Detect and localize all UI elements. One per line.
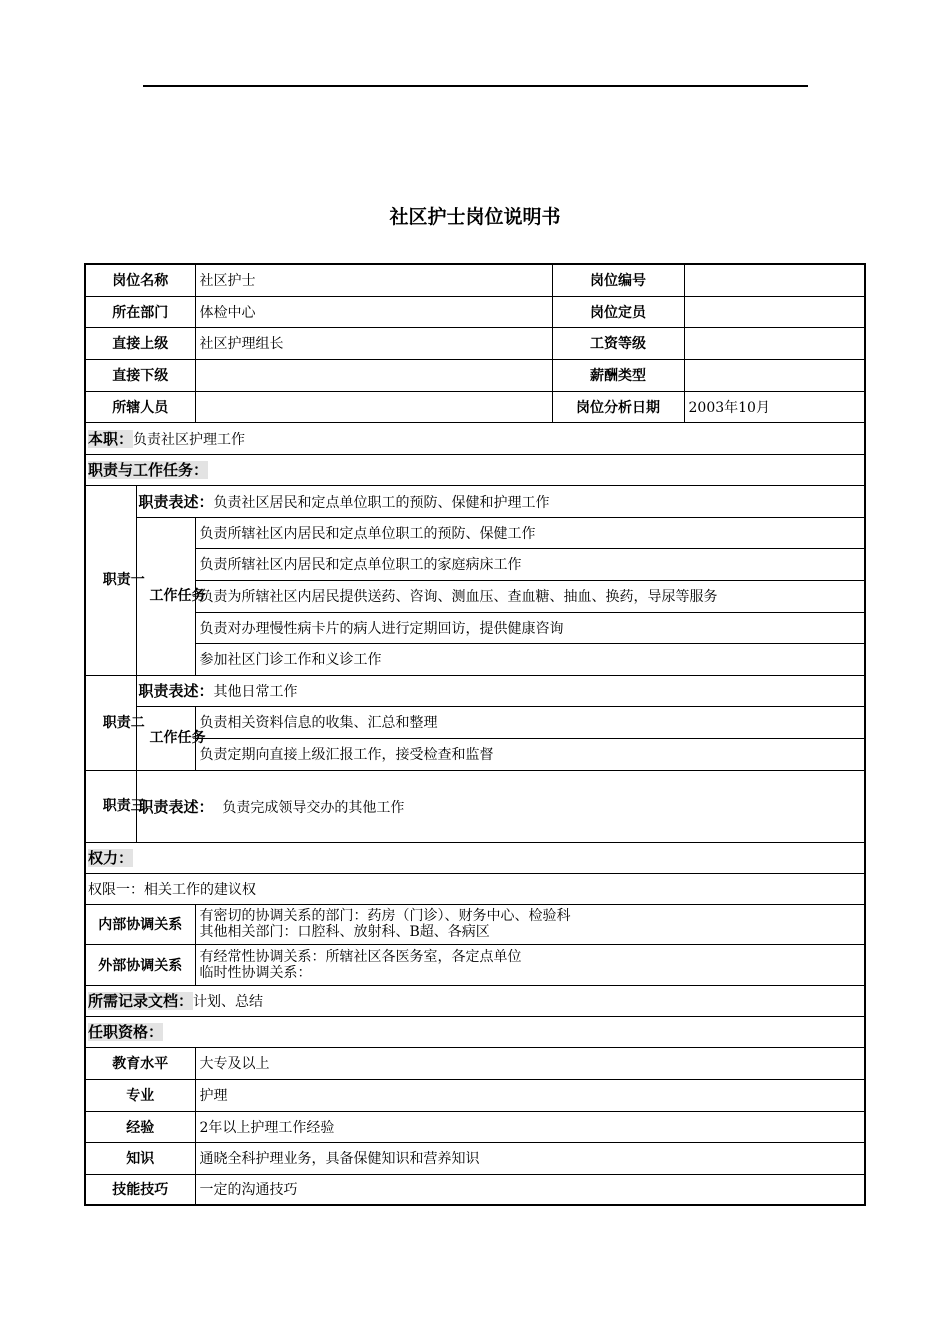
row-duties-header	[85, 454, 865, 485]
duty3-row	[85, 770, 865, 842]
duty1-task-4: 负责对办理慢性病卡片的病人进行定期回访，提供健康咨询	[195, 612, 865, 643]
analysis-date-label: 岗位分析日期	[552, 391, 684, 422]
row-power-header	[85, 842, 865, 873]
subordinate-label: 直接下级	[85, 359, 195, 391]
external-coordination-label: 外部协调关系	[85, 944, 195, 985]
duty2-desc-label: 职责表述：	[138, 682, 214, 700]
document-title: 社区护士岗位说明书	[389, 206, 561, 228]
row-superior	[85, 327, 865, 359]
duty3-label-text: 职责三	[102, 798, 145, 814]
internal-coordination-line2: 其他相关部门：口腔科、放射科、B超、各病区	[199, 924, 490, 940]
superior-label: 直接上级	[85, 327, 195, 359]
qualification-row	[85, 1142, 865, 1174]
records-text: 计划、总结	[193, 994, 264, 1010]
duty3-desc-text: 负责完成领导交办的其他工作	[222, 799, 405, 816]
row-qualifications-header	[85, 1016, 865, 1047]
position-name-label: 岗位名称	[85, 264, 195, 296]
department-label: 所在部门	[85, 296, 195, 327]
duty1-task-label	[136, 517, 206, 675]
row-subordinate	[85, 359, 865, 391]
row-staff	[85, 391, 865, 422]
qualification-label: 知识	[85, 1142, 195, 1174]
duty1-desc-label: 职责表述：	[138, 492, 214, 511]
analysis-date-value: 2003年10月	[684, 391, 865, 422]
qualification-value: 护理	[195, 1079, 865, 1111]
qualification-row	[85, 1079, 865, 1111]
duty2-task-2: 负责定期向直接上级汇报工作，接受检查和监督	[195, 738, 865, 770]
duty2-label	[85, 675, 145, 770]
qualification-value: 2年以上护理工作经验	[195, 1111, 865, 1142]
qualification-row	[85, 1047, 865, 1079]
superior-value: 社区护理组长	[195, 327, 552, 359]
quota-label: 岗位定员	[552, 296, 684, 327]
external-coordination-line2: 临时性协调关系：	[199, 964, 312, 981]
qualification-value: 大专及以上	[195, 1047, 865, 1079]
qualifications-header: 任职资格：	[88, 1023, 164, 1041]
department-value: 体检中心	[195, 296, 552, 327]
staff-label: 所辖人员	[85, 391, 195, 422]
job-description-table	[84, 263, 866, 1206]
duty1-task-row	[85, 580, 865, 612]
power-item-1: 权限一：相关工作的建议权	[88, 881, 256, 898]
duty2-task-label-text: 工作任务	[149, 730, 206, 746]
row-position-name	[85, 264, 865, 296]
external-coordination-line1: 有经常性协调关系：所辖社区各医务室，各定点单位	[199, 948, 522, 965]
header-rule	[143, 85, 808, 87]
position-name-value: 社区护士	[195, 264, 552, 296]
row-records	[85, 985, 865, 1016]
duty2-label-text: 职责二	[102, 714, 145, 731]
qualification-value: 一定的沟通技巧	[195, 1174, 865, 1205]
duty1-label-text: 职责一	[102, 572, 145, 588]
qualification-label: 教育水平	[85, 1047, 195, 1079]
row-internal-coordination	[85, 904, 865, 944]
duty1-task-1: 负责所辖社区内居民和定点单位职工的预防、保健工作	[195, 517, 865, 548]
duty1-task-row	[85, 643, 865, 675]
duty1-task-row	[85, 548, 865, 580]
duty2-task-row	[85, 706, 865, 738]
internal-coordination-line1: 有密切的协调关系的部门：药房（门诊）、财务中心、检验科	[199, 908, 571, 924]
row-core-duty	[85, 422, 865, 454]
duties-header: 职责与工作任务：	[88, 461, 209, 479]
qualification-row	[85, 1174, 865, 1205]
duty2-desc-text: 其他日常工作	[213, 684, 298, 700]
paytype-value	[684, 359, 865, 391]
duty3-desc-label: 职责表述：	[138, 797, 214, 816]
grade-label: 工资等级	[552, 327, 684, 359]
duty1-task-row	[85, 517, 865, 548]
power-label: 权力：	[88, 849, 134, 867]
paytype-label: 薪酬类型	[552, 359, 684, 391]
duty1-task-row	[85, 612, 865, 643]
row-department	[85, 296, 865, 327]
internal-coordination-label: 内部协调关系	[85, 904, 195, 944]
records-label: 所需记录文档：	[88, 992, 194, 1010]
row-external-coordination	[85, 944, 865, 985]
grade-value	[684, 327, 865, 359]
duty1-task-5: 参加社区门诊工作和义诊工作	[195, 643, 865, 675]
qualification-label: 经验	[85, 1111, 195, 1142]
duty1-task-2: 负责所辖社区内居民和定点单位职工的家庭病床工作	[195, 548, 865, 580]
core-duty-text: 负责社区护理工作	[133, 431, 246, 448]
position-code-label: 岗位编号	[552, 264, 684, 296]
duty2-task-1: 负责相关资料信息的收集、汇总和整理	[195, 706, 865, 738]
duty1-desc-row	[85, 485, 865, 517]
duty1-desc-text: 负责社区居民和定点单位职工的预防、保健和护理工作	[213, 494, 550, 511]
qualification-label: 专业	[85, 1079, 195, 1111]
duty2-desc-row	[85, 675, 865, 706]
duty1-task-label-text: 工作任务	[149, 588, 206, 604]
duty2-task-label	[136, 706, 206, 770]
duty1-task-3: 负责为所辖社区内居民提供送药、咨询、测血压、查血糖、抽血、换药，导尿等服务	[195, 580, 865, 612]
quota-value	[684, 296, 865, 327]
duty3-label	[85, 770, 145, 842]
qualification-value: 通晓全科护理业务，具备保健知识和营养知识	[195, 1142, 865, 1174]
qualification-row	[85, 1111, 865, 1142]
core-duty-label: 本职：	[88, 429, 134, 448]
duty1-label	[85, 485, 145, 675]
position-code-value	[684, 264, 865, 296]
row-power-item	[85, 873, 865, 904]
subordinate-value	[195, 359, 552, 391]
qualification-label: 技能技巧	[85, 1174, 195, 1205]
staff-value	[195, 391, 552, 422]
